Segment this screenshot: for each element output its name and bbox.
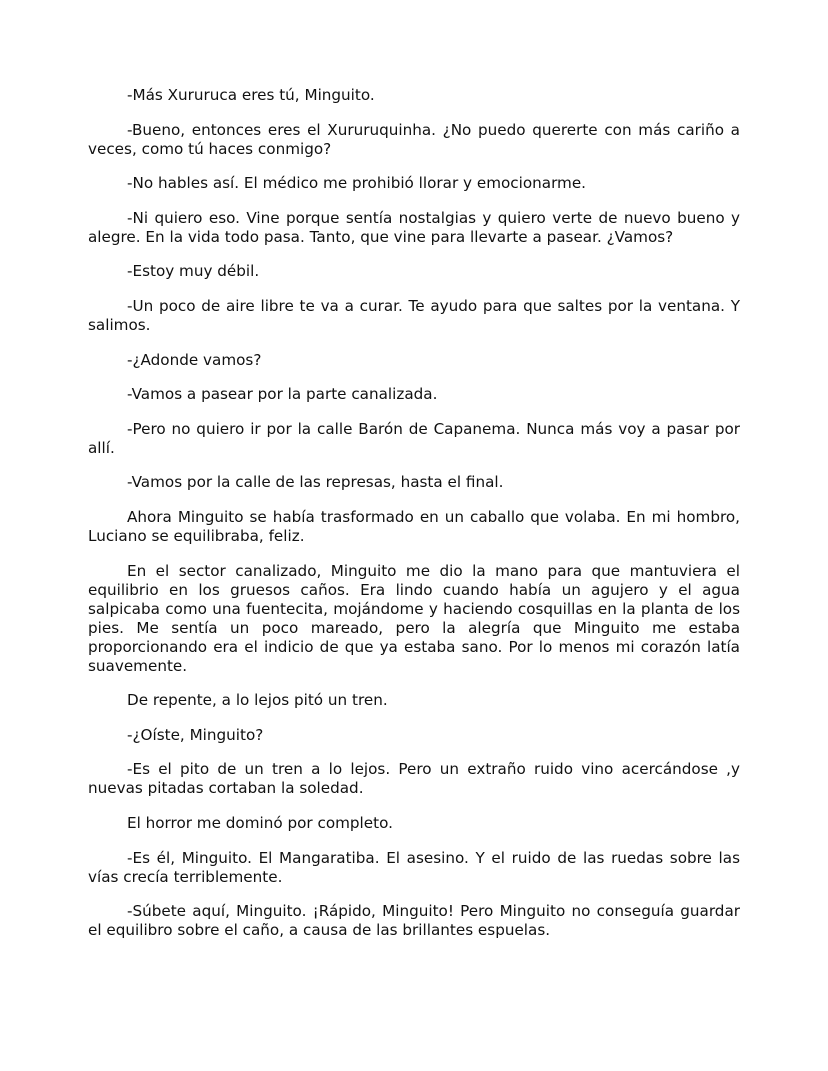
paragraph-18: -Súbete aquí, Minguito. ¡Rápido, Minguito! Pero Minguito no conseguía guardar el equilibro sobre el caño, a causa de las brillantes espuelas.: [88, 902, 740, 940]
paragraph-13: De repente, a lo lejos pitó un tren.: [127, 691, 388, 710]
paragraph-12: En el sector canalizado, Minguito me dio la mano para que mantuviera el equilibrio en los gruesos caños. Era lindo cuando había un agujero y el agua salpicaba como una fuentecita, mojándome y haciendo cosquillas en la planta de los pies. Me sentía un poco mareado, pero la alegría que Minguito me estaba proporcionando era el indicio de que ya estaba sano. Por lo menos mi corazón latía suavemente.: [88, 561, 740, 675]
paragraph-3: -No hables así. El médico me prohibió llorar y emocionarme.: [127, 174, 587, 193]
paragraph-14: -¿Oíste, Minguito?: [127, 725, 264, 744]
paragraph-11: Ahora Minguito se había trasformado en un caballo que volaba. En mi hombro, Luciano se equilibraba, feliz.: [88, 507, 740, 545]
paragraph-5: -Estoy muy débil.: [127, 262, 260, 281]
paragraph-6: -Un poco de aire libre te va a curar. Te ayudo para que saltes por la ventana. Y salimos.: [88, 296, 740, 334]
paragraph-4: -Ni quiero eso. Vine porque sentía nostalgias y quiero verte de nuevo bueno y alegre. En la vida todo pasa. Tanto, que vine para llevarte a pasear. ¿Vamos?: [88, 208, 740, 246]
paragraph-7: -¿Adonde vamos?: [127, 350, 262, 369]
paragraph-16: El horror me dominó por completo.: [127, 813, 393, 832]
paragraph-8: -Vamos a pasear por la parte canalizada.: [127, 385, 438, 404]
paragraph-2: -Bueno, entonces eres el Xururuquinha. ¿No puedo quererte con más cariño a veces, como tú haces conmigo?: [88, 120, 740, 158]
paragraph-10: -Vamos por la calle de las represas, hasta el final.: [127, 473, 504, 492]
paragraph-15: -Es el pito de un tren a lo lejos. Pero un extraño ruido vino acercándose ,y nuevas pitadas cortaban la soledad.: [88, 760, 740, 798]
paragraph-1: -Más Xururuca eres tú, Minguito.: [127, 86, 375, 104]
paragraph-17: -Es él, Minguito. El Mangaratiba. El asesino. Y el ruido de las ruedas sobre las vías crecía terriblemente.: [88, 848, 740, 886]
document-page: [88, 86, 740, 956]
paragraph-9: -Pero no quiero ir por la calle Barón de Capanema. Nunca más voy a pasar por allí.: [88, 419, 740, 457]
